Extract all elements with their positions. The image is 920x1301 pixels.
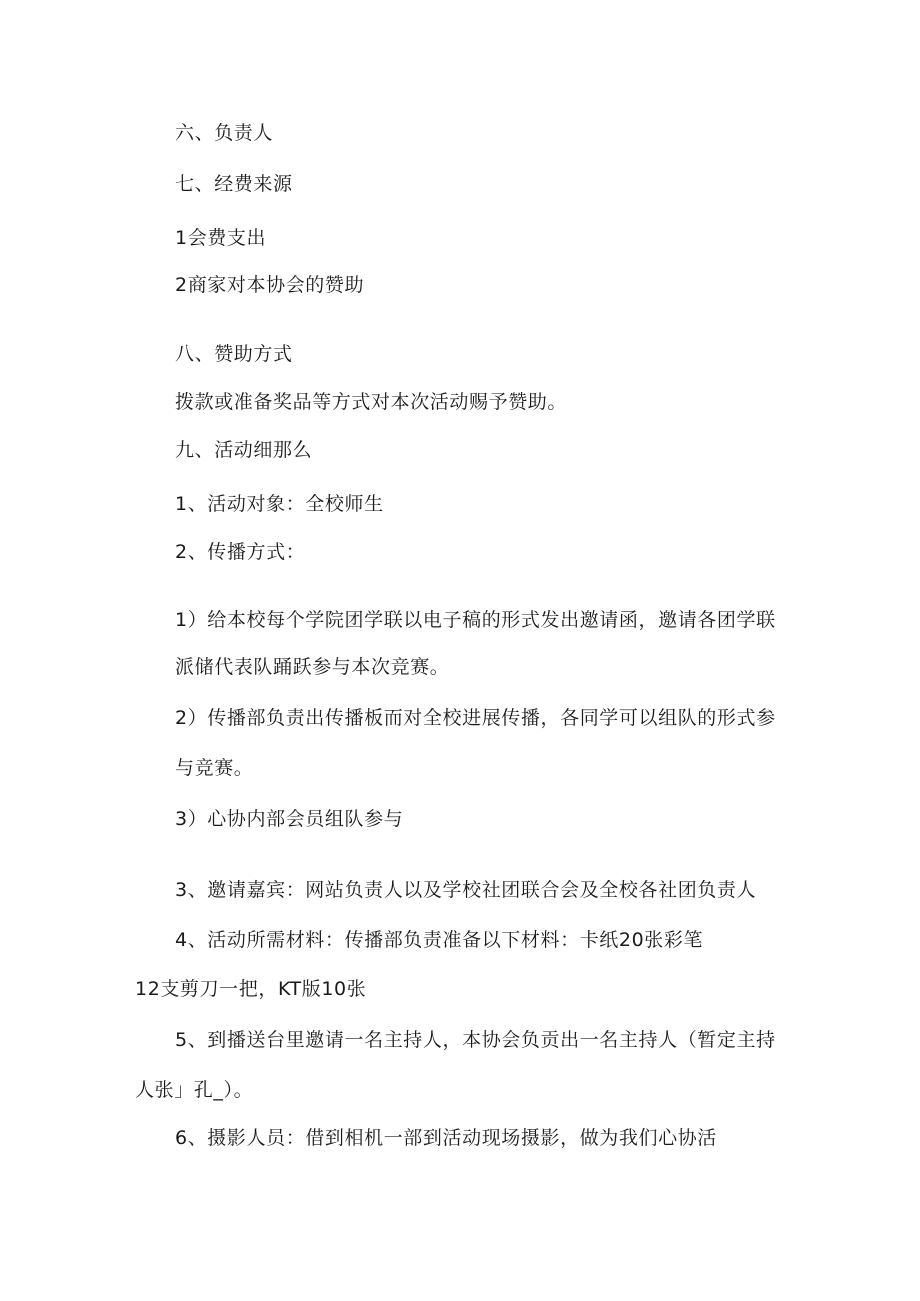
detail-host-line-2: 人张」孔_）。 <box>135 1079 254 1101</box>
heading-sponsorship-method: 八、赞助方式 <box>175 343 293 365</box>
sponsorship-text: 拨款或准备奖品等方式对本次活动赐予赞助。 <box>175 391 568 413</box>
promotion-item-3: 3）心协内部会员组队参与 <box>175 808 404 830</box>
funding-item-2: 2商家对本协会的赞助 <box>175 274 365 296</box>
heading-activity-details: 九、活动细那么 <box>175 439 313 461</box>
promotion-item-1-line-1: 1）给本校每个学院团学联以电子稿的形式发出邀请函，邀请各团学联 <box>175 609 776 631</box>
detail-promotion-method: 2、传播方式： <box>175 541 306 563</box>
promotion-item-2-line-2: 与竞赛。 <box>175 757 254 779</box>
detail-host-line-1: 5、到播送台里邀请一名主持人，本协会负贡出一名主持人（暂定主持 <box>175 1029 776 1051</box>
detail-materials-line-2: 12支剪刀一把，KT版10张 <box>135 978 367 1000</box>
funding-item-1: 1会费支出 <box>175 227 267 249</box>
detail-materials-line-1: 4、活动所需材料：传播部负责准备以下材料：卡纸20张彩笔 <box>175 929 704 951</box>
detail-audience: 1、活动对象：全校师生 <box>175 493 384 515</box>
heading-funding-source: 七、经费来源 <box>175 173 293 195</box>
promotion-item-1-line-2: 派储代表队踊跃参与本次竞赛。 <box>175 656 450 678</box>
detail-photographer: 6、摄影人员：借到相机一部到活动现场摄影，做为我们心协活 <box>175 1127 717 1149</box>
detail-guests: 3、邀请嘉宾：网站负责人以及学校社团联合会及全校各社团负责人 <box>175 879 757 901</box>
promotion-item-2-line-1: 2）传播部负责出传播板而对全校进展传播，各同学可以组队的形式参 <box>175 707 776 729</box>
heading-responsible-person: 六、负责人 <box>175 122 274 144</box>
